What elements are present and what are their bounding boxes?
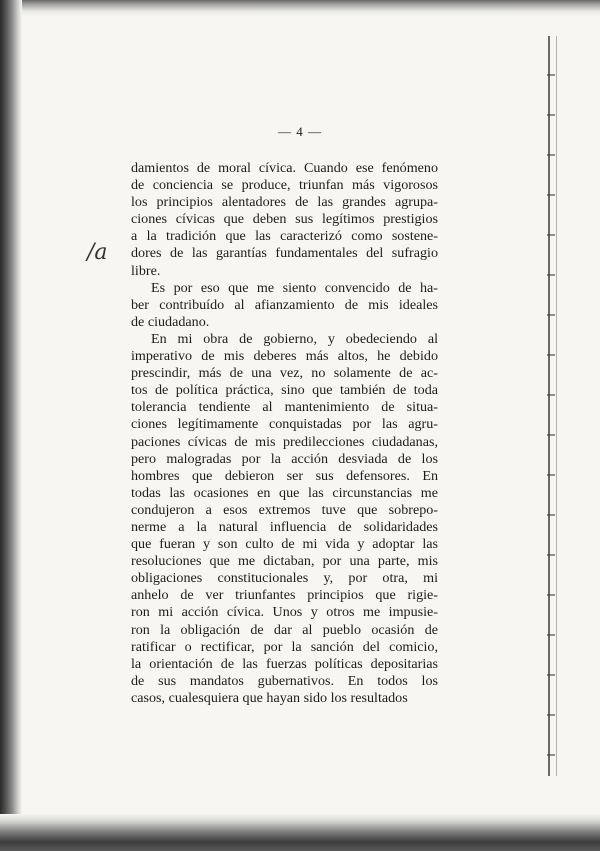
text-line: ciones legítimamente conquistadas por las agru- xyxy=(131,416,438,433)
text-line: tolerancia tendiente al mantenimiento de situa- xyxy=(131,399,438,416)
body-text xyxy=(131,160,438,707)
binding-stitch-marks xyxy=(547,36,555,776)
text-line: ron la obligación de dar al pueblo ocasión de xyxy=(131,621,438,638)
text-line: anhelo de ver triunfantes principios que rigie- xyxy=(131,587,438,604)
text-line: a la tradición que las caracterizó como sostene- xyxy=(131,228,438,245)
text-line: que fueran y son culto de mi vida y adoptar las xyxy=(131,536,438,553)
scan-top-edge xyxy=(0,0,600,16)
text-line: En mi obra de gobierno, y obedeciendo al xyxy=(151,330,438,347)
text-line: dores de las garantías fundamentales del sufragio xyxy=(131,245,438,262)
text-line: libre. xyxy=(131,262,161,279)
text-line: resoluciones que me dictaban, por una parte, mis xyxy=(131,553,438,570)
text-line: de sus mandatos gubernativos. En todos los xyxy=(131,672,438,689)
scan-bottom-edge xyxy=(0,814,600,851)
text-line: damientos de moral cívica. Cuando ese fenómeno xyxy=(131,160,438,176)
text-line: ber contribuído al afianzamiento de mis ideales xyxy=(131,296,438,313)
paragraph xyxy=(131,160,438,280)
text-line: los principios alentadores de las grandes agrupa- xyxy=(131,194,438,211)
text-line: de ciudadano. xyxy=(131,313,210,330)
text-line: hombres que debieron ser sus defensores. En xyxy=(131,467,438,484)
text-line: obligaciones constitucionales y, por otra, mi xyxy=(131,570,438,587)
text-line: de conciencia se produce, triunfan más vigorosos xyxy=(131,177,438,194)
page-number: — 4 — xyxy=(278,124,322,139)
text-line: ratificar o rectificar, por la sanción del comicio, xyxy=(131,638,438,655)
text-line: la orientación de las fuerzas políticas depositarias xyxy=(131,655,438,672)
text-line: Es por eso que me siento convencido de ha- xyxy=(151,279,438,296)
text-line: pero malogradas por la acción desviada de los xyxy=(131,450,438,467)
text-line: ron mi acción cívica. Unos y otros me impusie- xyxy=(131,604,438,621)
text-line: nerme a la natural influencia de solidaridades xyxy=(131,518,438,535)
text-line: imperativo de mis deberes más altos, he debido xyxy=(131,348,438,365)
text-line: paciones cívicas de mis predilecciones ciudadanas, xyxy=(131,433,438,450)
text-line: casos, cualesquiera que hayan sido los resultados xyxy=(131,689,408,706)
text-line: ciones cívicas que deben sus legítimos prestigios xyxy=(131,211,438,228)
text-line: tos de política práctica, sino que también de toda xyxy=(131,382,438,399)
handwritten-margin-note: /a xyxy=(87,240,108,265)
text-line: prescindir, más de una vez, no solamente de ac- xyxy=(131,365,438,382)
text-line: todas las ocasiones en que las circunstancias me xyxy=(131,484,438,501)
paragraph xyxy=(131,331,438,707)
paragraph xyxy=(131,280,438,331)
text-line: condujeron a esos extremos tuve que sobrepo- xyxy=(131,501,438,518)
